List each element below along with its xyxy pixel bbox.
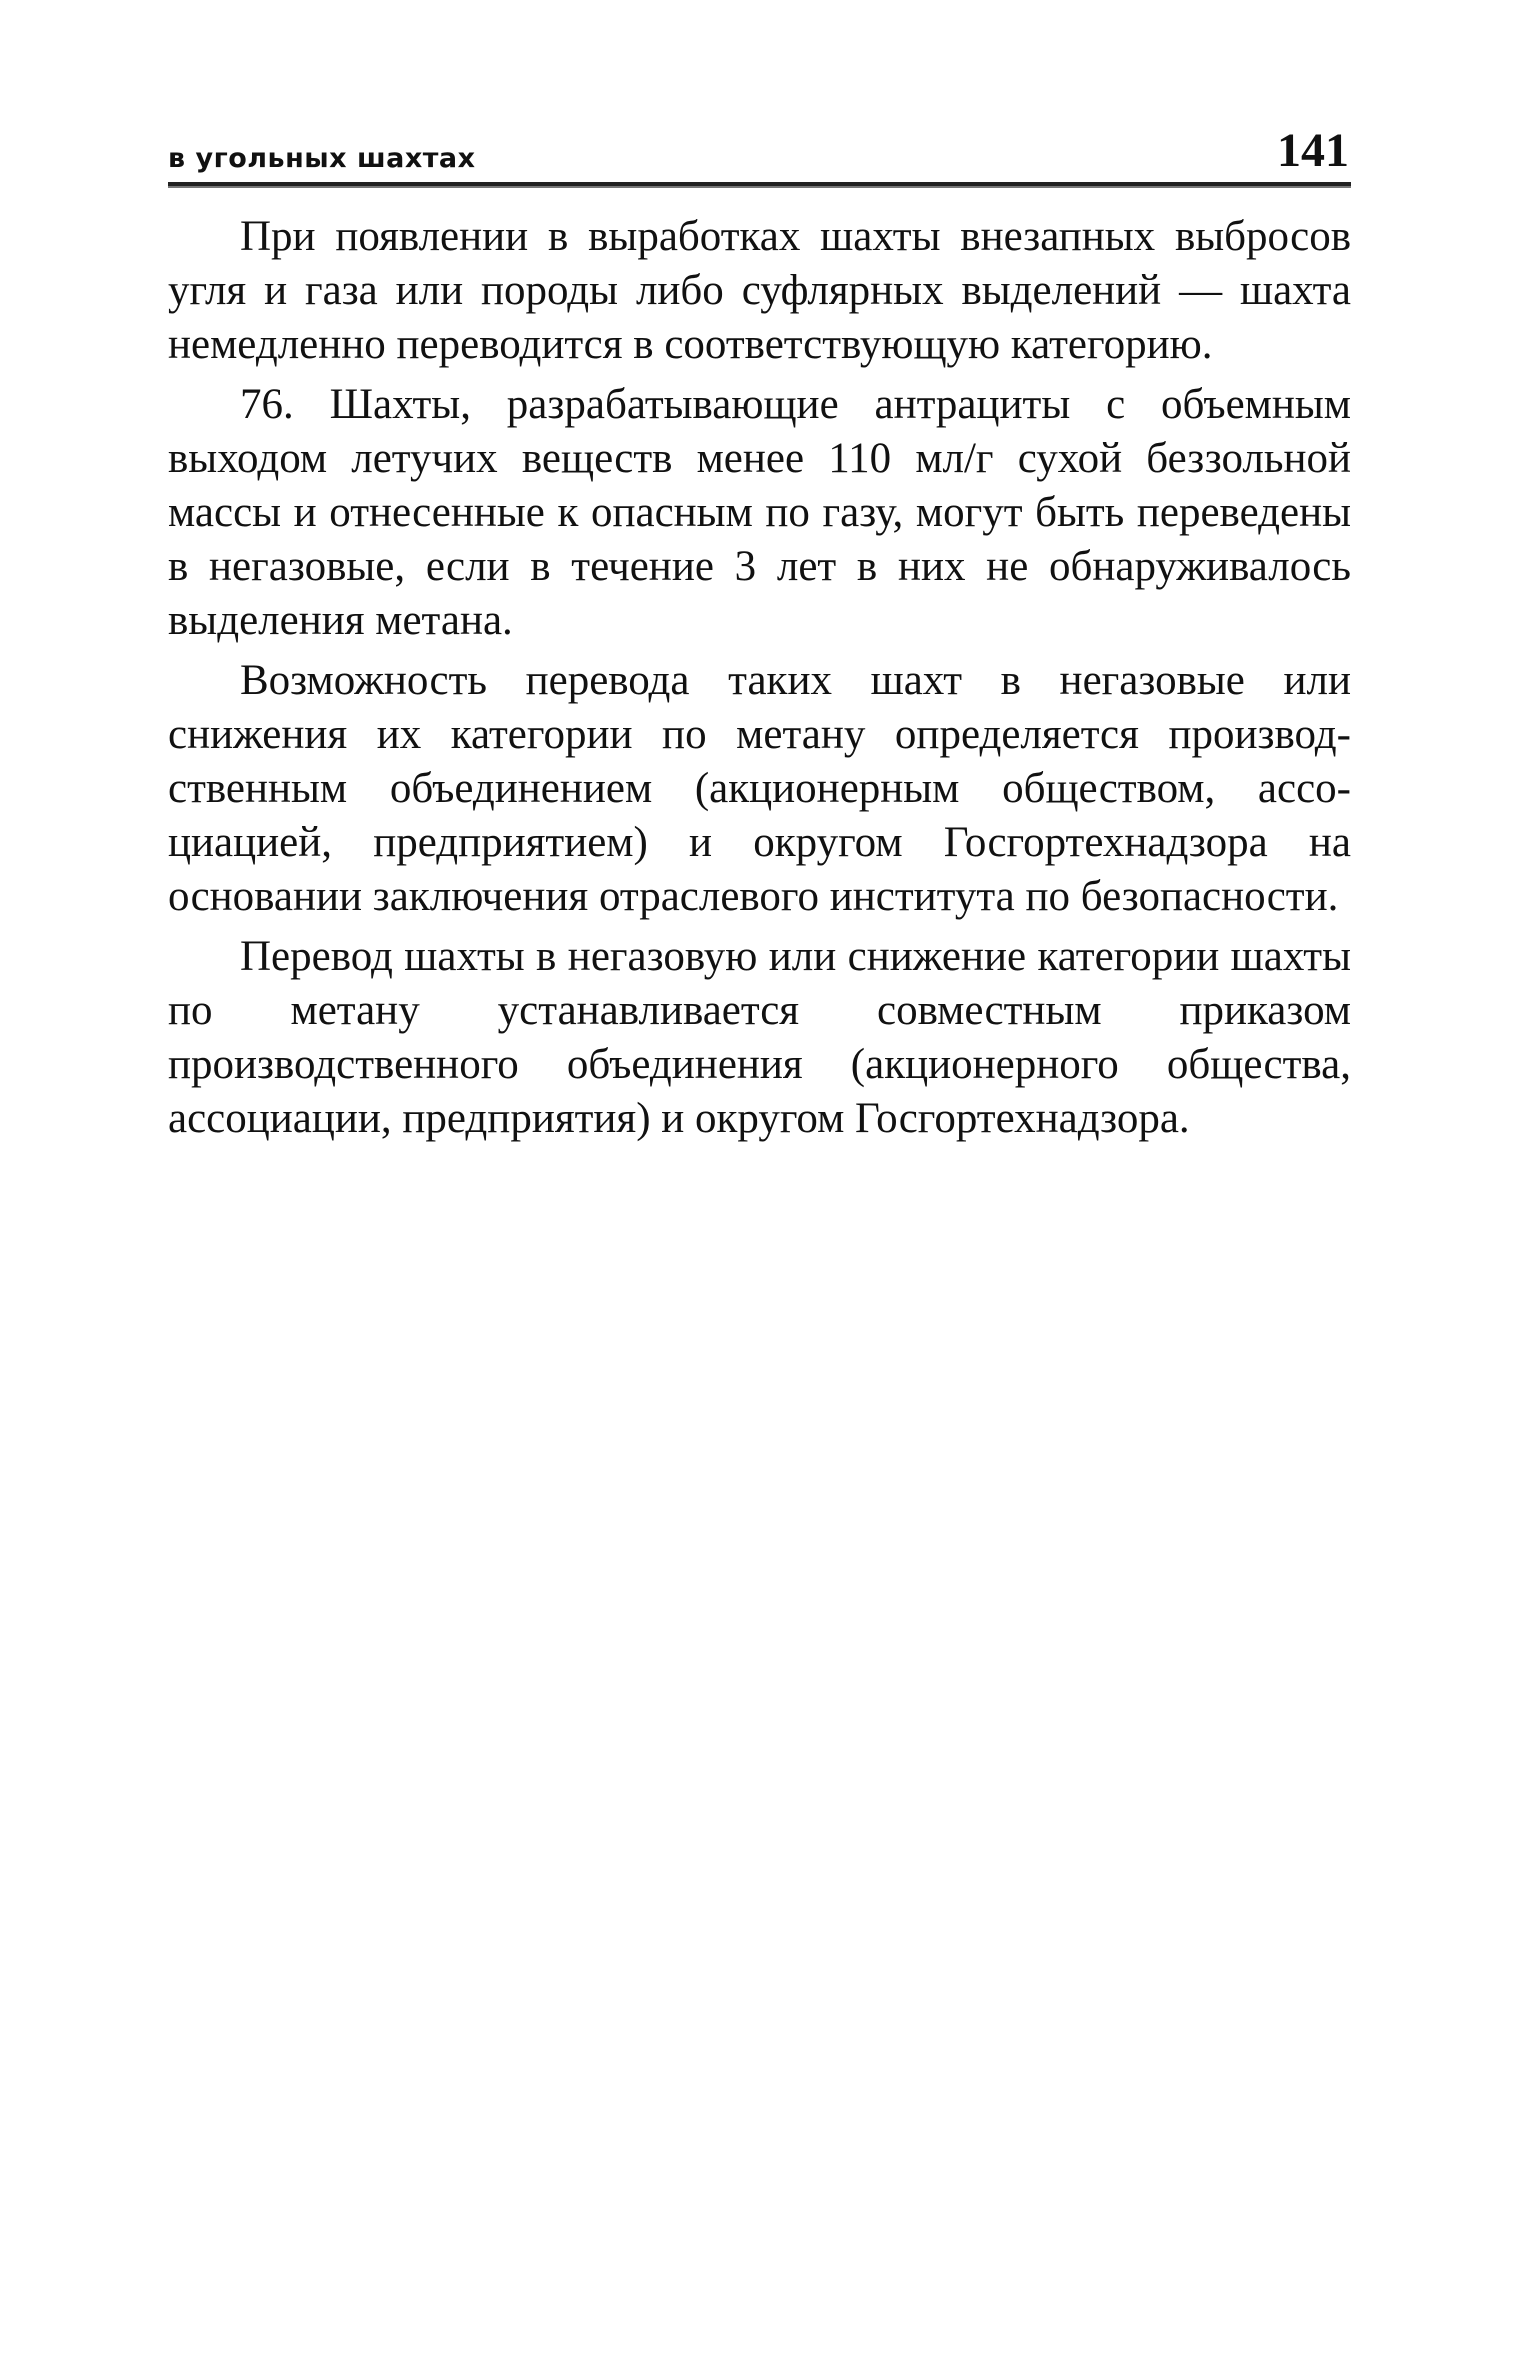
paragraph: Перевод шахты в негазовую или снижение категории шахты по метану устанавливается совместным приказом производственного объединения (акционерного общества, ассоциации, предприятия) и округом Госгортехнадзора. — [168, 933, 1351, 1142]
body-text — [168, 210, 1351, 1146]
book-page — [168, 120, 1351, 1152]
running-header-title: в угольных шахтах — [168, 143, 476, 174]
paragraph: Возможность перевода таких шахт в негазовые или снижения их категории по метану определяется производственным объединением (акционерным обществом, ассоциацией, предприятием) и округом Госгортехнадзора на основании заключения отраслевого института по безопасности. — [168, 657, 1351, 920]
paragraph: 76. Шахты, разрабатывающие антрациты с объемным выходом летучих веществ менее 110 мл/г сухой беззольной массы и отнесенные к опасным по газу, могут быть переведены в негазовые, если в течение 3 лет в них не обнаруживалось выделения метана. — [168, 381, 1351, 644]
page-number: 141 — [1277, 124, 1349, 177]
running-header — [168, 120, 1351, 182]
header-rule — [168, 182, 1351, 188]
paragraph: При появлении в выработках шахты внезапных выбросов угля и газа или породы либо суфлярных выделений — шахта немедленно переводится в соответствующую категорию. — [168, 213, 1351, 368]
